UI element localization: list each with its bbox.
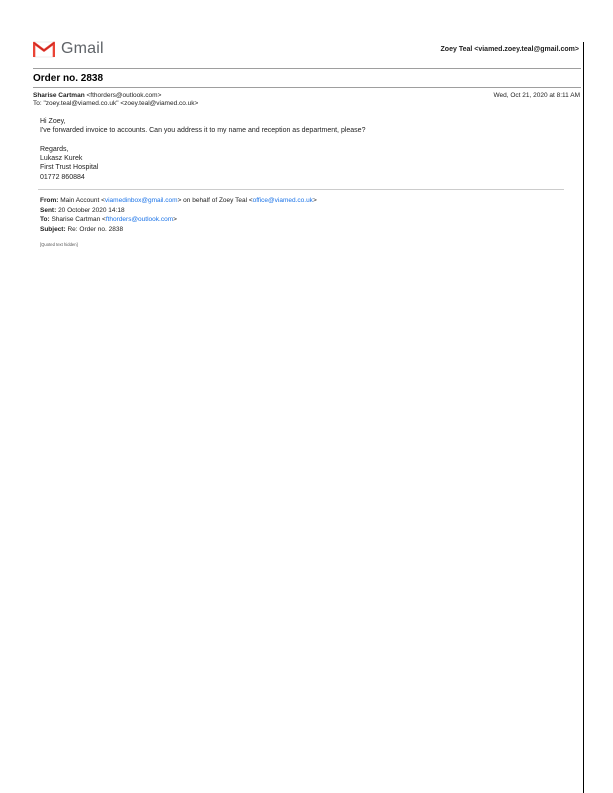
email-body xyxy=(40,117,365,182)
gmail-header xyxy=(33,39,581,61)
quoted-office-email-link[interactable]: office@viamed.co.uk xyxy=(252,197,313,204)
recipient-line: To: "zoey.teal@viamed.co.uk" <zoey.teal@viamed.co.uk> xyxy=(33,100,199,107)
quoted-to-email-link[interactable]: fthorders@outlook.com xyxy=(105,216,174,224)
sender-line xyxy=(33,92,161,99)
quoted-sent-line xyxy=(40,206,317,216)
quoted-to-end: > xyxy=(173,216,177,224)
quoted-from-end: > xyxy=(312,197,317,204)
signature-name: Lukasz Kurek xyxy=(40,155,83,163)
signature-phone: 01772 860884 xyxy=(40,173,85,181)
quoted-subject-line xyxy=(40,225,317,235)
header-divider xyxy=(33,68,581,69)
account-email: Zoey Teal <viamed.zoey.teal@gmail.com> xyxy=(440,46,579,53)
quoted-divider xyxy=(38,189,564,190)
subject-divider xyxy=(33,87,581,88)
gmail-logo-text: Gmail xyxy=(61,40,104,57)
quoted-header xyxy=(40,196,317,234)
quoted-from-label: From: xyxy=(40,197,59,204)
quoted-subject-label: Subject: xyxy=(40,225,66,233)
quoted-to-name: Sharise Cartman < xyxy=(51,216,106,224)
quoted-from-behalf: > on behalf of Zoey Teal < xyxy=(177,197,253,204)
quoted-from-line xyxy=(40,196,317,206)
quoted-from-email-link[interactable]: viamedinbox@gmail.com xyxy=(104,197,178,204)
quoted-sent-label: Sent: xyxy=(40,206,57,214)
body-closing: Regards, xyxy=(40,145,69,153)
sender-name: Sharise Cartman xyxy=(33,92,85,99)
body-greeting: Hi Zoey, xyxy=(40,118,66,125)
quoted-to-line xyxy=(40,215,317,225)
gmail-logo xyxy=(33,39,104,59)
signature-organization: First Trust Hospital xyxy=(40,164,99,172)
page-right-border xyxy=(583,42,584,793)
email-date: Wed, Oct 21, 2020 at 8:11 AM xyxy=(493,92,580,99)
quoted-from-name: Main Account < xyxy=(60,197,105,204)
quoted-to-label: To: xyxy=(40,216,50,224)
email-subject: Order no. 2838 xyxy=(33,73,104,84)
body-message: I've forwarded invoice to accounts. Can you address it to my name and reception as department, please? xyxy=(40,127,366,135)
quoted-text-hidden[interactable]: [Quoted text hidden] xyxy=(40,242,78,247)
quoted-sent-value: 20 October 2020 14:18 xyxy=(58,206,125,214)
sender-email: <fthorders@outlook.com> xyxy=(86,92,162,99)
gmail-m-icon xyxy=(33,41,55,58)
quoted-subject-value: Re: Order no. 2838 xyxy=(67,225,124,233)
body-spacer xyxy=(40,136,365,145)
